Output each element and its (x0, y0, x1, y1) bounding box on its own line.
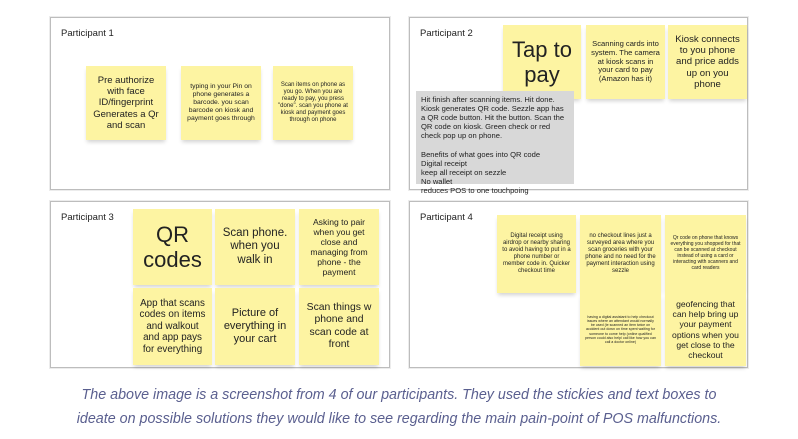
sticky-note-text: no checkout lines just a surveyed area where you scan groceries with your phone and no need for the payment interaction using sezzle (585, 232, 656, 275)
board-title: Participant 3 (61, 212, 114, 223)
participant-1-board (50, 17, 390, 190)
caption-line-1: The above image is a screenshot from 4 of our participants. They used the stickies and text boxes to (81, 387, 717, 403)
sticky-note[interactable] (215, 288, 295, 365)
text-box-line: Benefits of what goes into QR code (421, 149, 541, 159)
sticky-note-text: geofencing that can help bring up your payment options when you get close to the checkout (672, 299, 739, 360)
sticky-note[interactable] (133, 209, 212, 285)
sticky-note-text: Kiosk connects to you phone and price adds up on you phone (675, 33, 740, 90)
sticky-note-text: Tap to pay (512, 36, 572, 87)
sticky-note-text: Qr code on phone that knows everything you shopped for that can be scanned at checkout instead of using a card or interacting with scanners and card readers (670, 235, 741, 271)
text-box-line: Digital receipt (421, 158, 468, 168)
sticky-note[interactable] (503, 25, 581, 99)
sticky-note[interactable] (497, 215, 576, 293)
sticky-note-text: Scan items on phone as you go. When you are ready to pay, you press "done". scan you phone at kiosk and payment goes through on phone (278, 81, 348, 124)
text-box[interactable] (416, 91, 574, 195)
sticky-note-text: having a digital assistant to help checkout issues where an attendant would normally be used (ie scanned an item twice on accident out down on time spent waiting for someone to come help (online qualified person could also help/ call like how you can call a doctor online) (585, 314, 656, 345)
sticky-note-text: Picture of everything in your cart (223, 307, 287, 345)
sticky-note[interactable] (580, 293, 661, 366)
sticky-note[interactable] (586, 25, 665, 99)
sticky-note[interactable] (86, 66, 166, 140)
board-title: Participant 4 (420, 212, 473, 223)
sticky-note[interactable] (665, 215, 746, 293)
sticky-note[interactable] (665, 293, 746, 366)
sticky-note[interactable] (181, 66, 261, 140)
board-title: Participant 2 (420, 28, 473, 39)
sticky-note-text: Scan things w phone and scan code at front (306, 301, 372, 350)
sticky-note[interactable] (580, 215, 661, 293)
participant-2-board (409, 17, 748, 195)
sticky-note[interactable] (299, 288, 379, 365)
sticky-note-text: Asking to pair when you get close and managing from phone - the payment (310, 216, 368, 278)
participant-3-board (50, 201, 390, 368)
sticky-note-text: Digital receipt using airdrop or nearby sharing to avoid having to put in a phone number or member code in. Quicker checkout time (502, 232, 571, 275)
participant-4-board (409, 201, 748, 368)
sticky-note-text: App that scans codes on items and walkout and app pays for everything (139, 297, 206, 355)
sticky-note-text: Pre authorize with face ID/fingerprint Generates a Qr and scan (93, 74, 159, 131)
sticky-note[interactable] (668, 25, 747, 99)
sticky-note-text: Scanning cards into system. The camera at kiosk scans in your card to pay (Amazon has it) (591, 38, 660, 84)
text-box-line: keep all receipt on sezzle (421, 167, 507, 177)
text-box-paragraph: Hit finish after scanning items. Hit done. Kiosk generates QR code. Sezzle app has a QR code button. Hit the button. Scan the QR code on kiosk. Green check or red check pop up on phone. (421, 95, 565, 141)
sticky-note-text: QR codes (143, 221, 202, 272)
sticky-note-text: Scan phone. when you walk in (222, 226, 288, 266)
text-box-line: reduces POS to one touchpoing (421, 185, 529, 195)
sticky-note[interactable] (215, 209, 295, 285)
board-title: Participant 1 (61, 28, 114, 39)
sticky-note[interactable] (133, 288, 212, 365)
text-box-line: No wallet (421, 176, 453, 186)
sticky-note[interactable] (273, 66, 353, 140)
sticky-note-text: typing in your Pin on phone generates a barcode. you scan barcode on kiosk and payment goes through (187, 82, 255, 123)
caption-line-2: ideate on possible solutions they would like to see regarding the main pain-point of POS malfunctions. (76, 411, 722, 427)
sticky-note[interactable] (299, 209, 379, 285)
